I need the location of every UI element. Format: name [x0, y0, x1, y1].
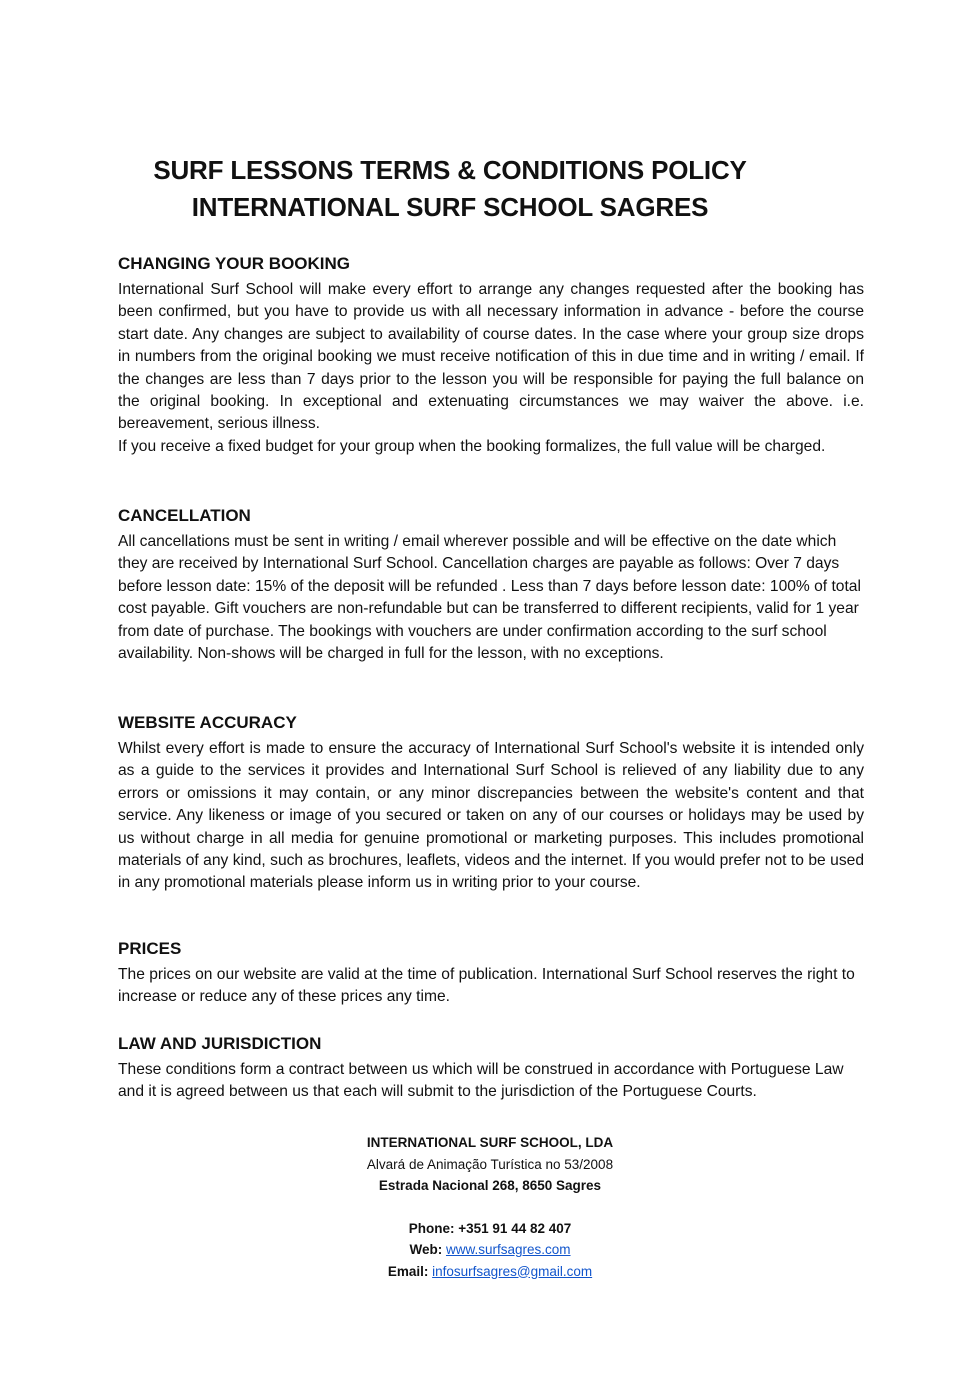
section-paragraph: International Surf School will make every effort to arrange any changes requested after the booking has been confirmed, but you have to provide us with all necessary information in advance - before the course start date. Any changes are subject to availability of course dates. In the case where your group size drops in numbers from the original booking we must receive notification of this in due time and in writing / email. If the changes are less than 7 days prior to the lesson you will be responsible for paying the full balance on the original booking. In exceptional and extenuating circumstances we may waiver the above. i.e. bereavement, serious illness. — [118, 281, 864, 433]
web-label: Web: — [409, 1242, 443, 1257]
phone-label: Phone: — [408, 1220, 455, 1236]
section-paragraph: These conditions form a contract between us which will be construed in accordance with Portuguese Law and it is agreed between us that each will submit to the jurisdiction of the Portuguese Courts. — [118, 1061, 844, 1101]
document-title: SURF LESSONS TERMS & CONDITIONS POLICY — [153, 155, 747, 185]
section-prices — [118, 938, 864, 1009]
section-paragraph: All cancellations must be sent in writing / email wherever possible and will be effective on the date which they are received by International Surf School. Cancellation charges are payable as follows: Over 7 days before lesson date: 15% of the deposit will be refunded . Less than 7 days before lesson date: 100% of total cost payable. Gift vouchers are non-refundable but can be transferred to different recipients, valid for 1 year from date of purchase. The bookings with vouchers are under confirmation according to the surf school availability. Non-shows will be charged in full for the lesson, with no exceptions. — [118, 533, 861, 663]
email-label: Email: — [387, 1263, 429, 1279]
email-line — [0, 1261, 980, 1283]
company-footer — [0, 1132, 980, 1282]
phone-line — [0, 1218, 980, 1240]
section-paragraph: Whilst every effort is made to ensure the accuracy of International Surf School's website it is intended only as a guide to the services it provides and International Surf School is relieved of any liability due to any errors or omissions it may contain, or any minor discrepancies between the website's content and that service. Any likeness or image of you secured or taken on any of our courses or holidays may be used by us without charge in all media for genuine promotional or marketing purposes. This includes promotional materials of any kind, such as brochures, leaflets, videos and the internet. If you would prefer not to be used in any promotional materials please inform us in writing prior to your course. — [118, 740, 864, 892]
section-cancellation — [118, 505, 864, 665]
section-heading: LAW AND JURISDICTION — [118, 1034, 322, 1053]
phone-value: +351 91 44 82 407 — [458, 1220, 572, 1236]
address-text: Estrada Nacional 268, 8650 Sagres — [378, 1178, 602, 1193]
section-law-jurisdiction — [118, 1033, 864, 1104]
website-link[interactable]: www.surfsagres.com — [445, 1242, 571, 1257]
company-name: INTERNATIONAL SURF SCHOOL, LDA — [366, 1135, 614, 1150]
section-changing-booking — [118, 253, 864, 458]
section-heading: WEBSITE ACCURACY — [118, 713, 297, 732]
email-link[interactable]: infosurfsagres@gmail.com — [432, 1263, 593, 1279]
web-line — [0, 1239, 980, 1261]
section-heading: CANCELLATION — [118, 506, 251, 525]
document-subtitle: INTERNATIONAL SURF SCHOOL SAGRES — [191, 192, 709, 222]
section-website-accuracy — [118, 712, 864, 895]
section-paragraph: If you receive a fixed budget for your group when the booking formalizes, the full value will be charged. — [118, 437, 826, 455]
footer-spacer — [0, 1197, 980, 1218]
section-paragraph: The prices on our website are valid at the time of publication. International Surf School reserves the right to increase or reduce any of these prices any time. — [118, 966, 855, 1006]
section-heading: CHANGING YOUR BOOKING — [118, 254, 351, 273]
license-text: Alvará de Animação Turística no 53/2008 — [366, 1156, 614, 1172]
section-heading: PRICES — [118, 939, 182, 958]
